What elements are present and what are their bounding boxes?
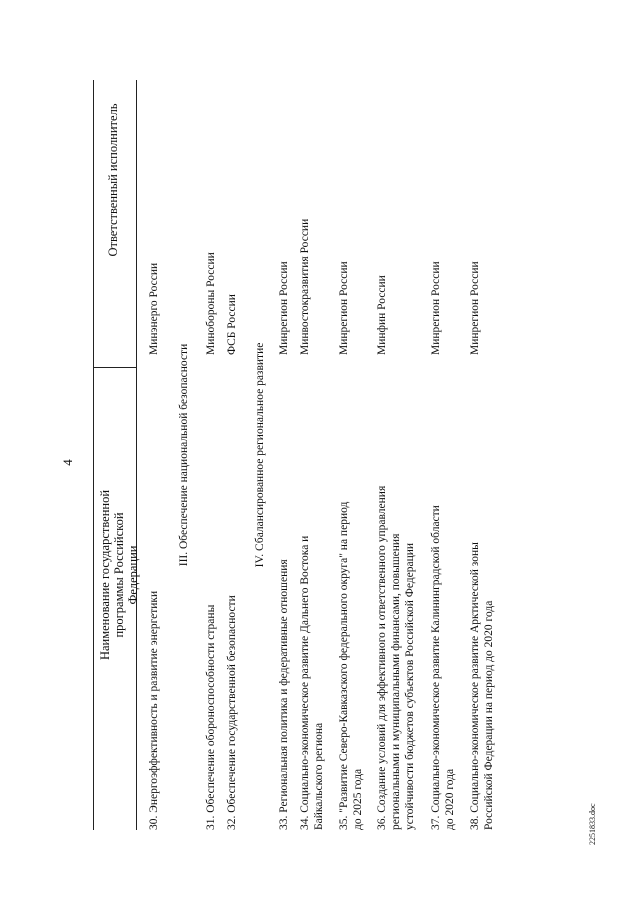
row-35-executor: Минрегион России [338,261,350,355]
document-id: 2251833.doc [588,803,597,845]
row-35-name-line2: до 2025 года [352,768,364,830]
header-name-column: Наименование государственной программы Российской Федерации [98,489,140,661]
row-38-executor: Минрегион России [469,261,481,355]
page-number: 4 [60,459,75,466]
row-38-name-line2: Российской Федерации на период до 2020 года [483,600,495,830]
row-34-name-line1: 34. Социально-экономическое развитие Дальнего Востока и [299,535,311,830]
row-32-name: 32. Обеспечение государственной безопасности [226,595,238,830]
row-30-name: 30. Энергоэффективность и развитие энергетики [148,590,160,830]
row-38-name-line1: 38. Социально-экономическое развитие Арктической зоны [469,542,481,830]
row-37-name-line2: до 2020 года [444,768,456,830]
row-30-executor: Минэнерго России [148,262,160,355]
row-36-executor: Минфин России [376,275,388,355]
row-37-name-line1: 37. Социально-экономическое развитие Калининградской области [430,505,442,830]
row-34-name-line2: Байкальского региона [313,722,325,830]
row-33-name: 33. Региональная политика и федеративные отношения [278,559,290,830]
section-3-heading: III. Обеспечение национальной безопасности [178,343,190,567]
table-top-rule [93,80,94,830]
rotated-page [60,80,510,845]
row-32-executor: ФСБ России [226,294,238,355]
row-34-executor: Минвостокразвития России [299,218,311,355]
row-36-name-line3: устойчивости бюджетов субъектов Российской Федерации [404,542,416,830]
row-36-name-line1: 36. Создание условий для эффективного и ответственного управления [376,485,388,830]
row-35-name-line1: 35. "Развитие Северо-Кавказского федерального округа" на период [338,501,350,830]
row-37-executor: Минрегион России [430,261,442,355]
row-31-name: 31. Обеспечение обороноспособности страны [205,604,217,830]
section-4-heading: IV. Сбалансированное региональное развитие [254,342,266,568]
row-33-executor: Минрегион России [278,261,290,355]
header-bottom-rule [136,80,137,830]
header-executor-column: Ответственный исполнитель [106,103,120,257]
row-36-name-line2: региональными и муниципальными финансами, повышения [390,533,402,830]
row-31-executor: Минобороны России [205,252,217,355]
header-divider [93,367,136,368]
